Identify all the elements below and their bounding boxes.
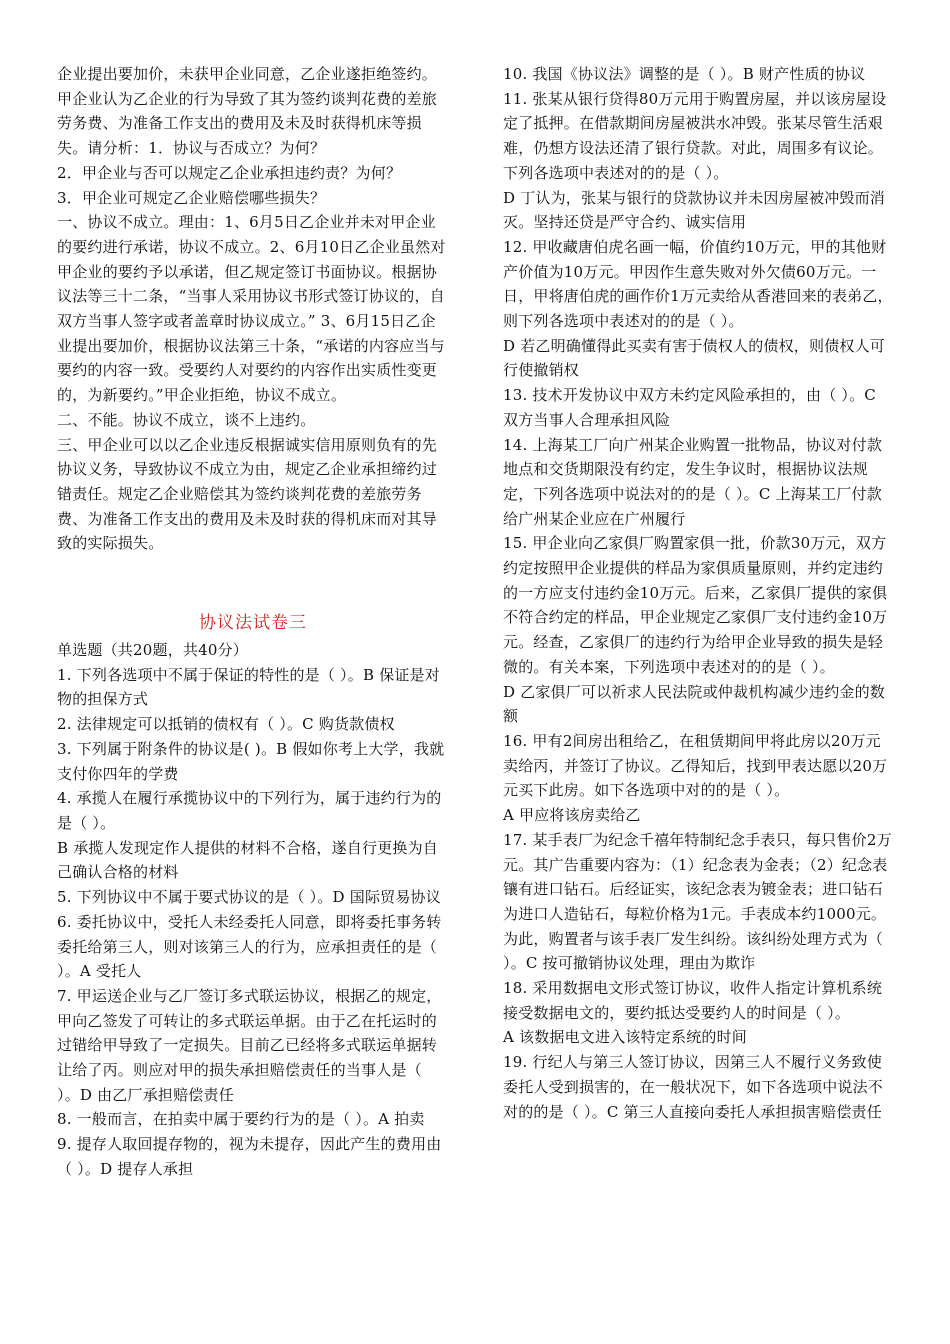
question-19: 19. 行纪人与第三人签订协议，因第三人不履行义务致使委托人受到损害的，在一般状况下，如下各选项中说法不对的的是（ ）。C 第三人直接向委托人承担损害赔偿责任	[503, 1053, 884, 1121]
question-16: 16. 甲有2间房出租给乙，在租赁期间甲将此房以20万元卖给丙，并签订了协议。乙得知后，找到甲表达愿以20万元买下此房。如下各选项中对的的是（ ）。	[503, 731, 888, 800]
answer-3: 三、甲企业可以以乙企业违反根据诚实信用原则负有的先协议义务，导致协议不成立为由，规定乙企业承担缔约过错责任。规定乙企业赔偿其为签约谈判花费的差旅劳务费、为准备工作支出的费用及未及时获的得机床而对其导致的实际损失。	[57, 435, 438, 553]
question-18-answer: A 该数据电文进入该特定系统的时间	[503, 1028, 748, 1047]
question-8: 8. 一般而言，在拍卖中属于要约行为的是（ ）。A 拍卖	[57, 1110, 425, 1129]
question-11: 11. 张某从银行贷得80万元用于购置房屋，并以该房屋设定了抵押。在借款期间房屋被洪水冲毁。张某尽管生活艰难，仍想方设法还清了银行贷款。对此，周围多有议论。下列各选项中表述对的的是（ ）。	[503, 89, 887, 182]
question-1: 1. 下列各选项中不属于保证的特性的是（ ）。B 保证是对物的担保方式	[57, 665, 440, 709]
case-question-2: 2．甲企业与否可以规定乙企业承担违约责？为何？	[57, 163, 402, 182]
question-2: 2. 法律规定可以抵销的债权有（ ）。C 购货款债权	[57, 715, 395, 734]
question-7: 7. 甲运送企业与乙厂签订多式联运协议，根据乙的规定，甲向乙签发了可转让的多式联运单据。由于乙在托运时的过错给甲导致了一定损失。目前乙已经将多式联运单据转让给了丙。则应对甲的损失承担赔偿责任的当事人是（ ）。D 由乙厂承担赔偿责任	[57, 986, 442, 1104]
answer-2: 二、不能。协议不成立，谈不上违约。	[57, 410, 316, 429]
case-paragraph: 企业提出要加价，未获甲企业同意，乙企业遂拒绝签约。甲企业认为乙企业的行为导致了其为签约谈判花费的差旅劳务费、为准备工作支出的费用及未及时获得机床等损失。请分析：1．协议与否成立？为何？	[57, 65, 438, 158]
section-heading: 单选题（共20题，共40分）	[57, 641, 248, 660]
question-15-answer: D 乙家俱厂可以祈求人民法院或仲裁机构减少违约金的数额	[503, 682, 885, 726]
question-17: 17. 某手表厂为纪念千禧年特制纪念手表只，每只售价2万元。其广告重要内容为：（1）纪念表为金表；（2）纪念表镶有进口钻石。后经证实，该纪念表为镀金表；进口钻石为进口人造钻石，每粒价格为1元。手表成本约1000元。为此，购置者与该手表厂发生纠纷。该纠纷处理方式为（ ）。C 按可撤销协议处理，理由为欺诈	[503, 830, 892, 973]
question-14: 14. 上海某工厂向广州某企业购置一批物品，协议对付款地点和交货期限没有约定，发生争议时，根据协议法规定，下列各选项中说法对的的是（ ）。C 上海某工厂付款给广州某企业应在广州履行	[503, 435, 883, 528]
case-question-3: 3．甲企业可规定乙企业赔偿哪些损失？	[57, 188, 326, 207]
question-5: 5. 下列协议中不属于要式协议的是（ ）。D 国际贸易协议	[57, 888, 441, 907]
left-column	[57, 62, 449, 1182]
question-9: 9. 提存人取回提存物的，视为未提存，因此产生的费用由（ ）。D 提存人承担	[57, 1135, 442, 1178]
answer-1: 一、协议不成立。理由：1、6月5日乙企业并未对甲企业的要约进行承诺，协议不成立。2、6月10日乙企业虽然对甲企业的要约予以承诺，但乙规定签订书面协议。根据协议法等三十二条，“当事人采用协议书形式签订协议的，自双方当事人签字或者盖章时协议成立。” 3、6月15日乙企业提出要加价，根据协议法第三十条，“承诺的内容应当与要约的内容一致。受要约人对要约的内容作出实质性变更的，为新要约。”甲企业拒绝，协议不成立。	[57, 213, 446, 405]
question-4-answer: B 承揽人发现定作人提供的材料不合格，遂自行更换为自己确认合格的材料	[57, 838, 438, 882]
question-6: 6. 委托协议中，受托人未经委托人同意，即将委托事务转委托给第三人，则对该第三人的行为，应承担责任的是（ ）。A 受托人	[57, 912, 442, 981]
question-10: 10. 我国《协议法》调整的是（ ）。B 财产性质的协议	[503, 65, 866, 83]
question-12-answer: D 若乙明确懂得此买卖有害于债权人的债权，则债权人可行使撤销权	[503, 336, 885, 380]
right-column	[503, 62, 895, 1124]
question-11-answer: D 丁认为，张某与银行的贷款协议并未因房屋被冲毁而消灭。坚持还贷是严守合约、诚实信用	[503, 188, 885, 232]
question-18: 18. 采用数据电文形式签订协议，收件人指定计算机系统接受数据电文的，要约抵达受要约人的时间是（ ）。	[503, 979, 883, 1022]
question-3: 3. 下列属于附条件的协议是( )。B 假如你考上大学，我就支付你四年的学费	[57, 739, 445, 783]
question-4: 4. 承揽人在履行承揽协议中的下列行为，属于违约行为的是（ ）。	[57, 789, 442, 832]
question-15: 15. 甲企业向乙家俱厂购置家俱一批，价款30万元，双方约定按照甲企业提供的样品为家俱质量原则，并约定违约的一方应支付违约金10万元。后来，乙家俱厂提供的家俱不符合约定的样品，甲企业规定乙家俱厂支付违约金10万元。经查，乙家俱厂的违约行为给甲企业导致的损失是轻微的。有关本案，下列选项中表述对的的是（ ）。	[503, 534, 888, 676]
question-16-answer: A 甲应将该房卖给乙	[503, 806, 641, 825]
question-13: 13. 技术开发协议中双方未约定风险承担的，由（ ）。C 双方当事人合理承担风险	[503, 386, 876, 429]
question-12: 12. 甲收藏唐伯虎名画一幅，价值约10万元，甲的其他财产价值为10万元。甲因作生意失败对外欠债60万元。一日，甲将唐伯虎的画作价1万元卖给从香港回来的表弟乙，则下列各选项中表述对的的是（ ）。	[503, 237, 893, 331]
exam-title: 协议法试卷三	[199, 613, 307, 634]
